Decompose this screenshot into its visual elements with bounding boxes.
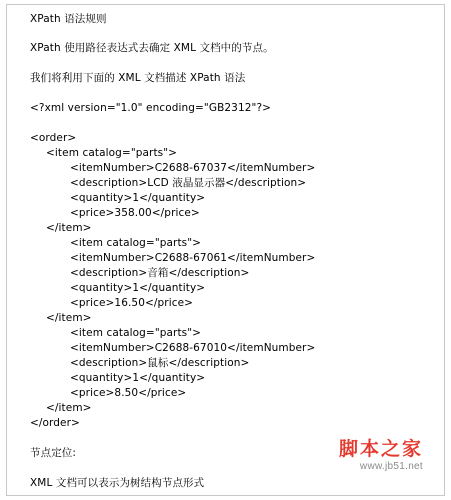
xml-declaration: <?xml version="1.0" encoding="GB2312"?>	[30, 102, 272, 114]
section-heading: 节点定位:	[30, 447, 77, 459]
code-line: <description>LCD 液晶显示器</description>	[70, 177, 307, 189]
watermark	[339, 438, 423, 473]
code-line: <item catalog="parts">	[46, 147, 178, 159]
code-line: <itemNumber>C2688-67061</itemNumber>	[70, 252, 316, 264]
code-line: <itemNumber>C2688-67037</itemNumber>	[70, 162, 316, 174]
code-line: <price>358.00</price>	[70, 207, 200, 219]
code-line: <item catalog="parts">	[70, 237, 202, 249]
paragraph: XPath 使用路径表达式去确定 XML 文档中的节点。	[30, 42, 274, 54]
code-line: <quantity>1</quantity>	[70, 372, 206, 384]
code-line: </item>	[46, 402, 92, 414]
code-line: <itemNumber>C2688-67010</itemNumber>	[70, 342, 316, 354]
code-line: </order>	[30, 417, 80, 429]
document-frame	[6, 4, 445, 496]
code-line: </item>	[46, 222, 92, 234]
watermark-title: 脚本之家	[338, 438, 423, 460]
code-line: <description>鼠标</description>	[70, 357, 250, 369]
watermark-url: www.jb51.net	[359, 461, 423, 472]
code-line: <price>8.50</price>	[70, 387, 187, 399]
code-line: <price>16.50</price>	[70, 297, 194, 309]
code-line: <order>	[30, 132, 77, 144]
doc-title: XPath 语法规则	[30, 13, 107, 25]
code-line: <description>音箱</description>	[70, 267, 250, 279]
code-line: <quantity>1</quantity>	[70, 192, 206, 204]
code-line: </item>	[46, 312, 92, 324]
paragraph: XML 文档可以表示为树结构节点形式	[30, 477, 205, 489]
code-line: <quantity>1</quantity>	[70, 282, 206, 294]
code-line: <item catalog="parts">	[70, 327, 202, 339]
paragraph: 我们将利用下面的 XML 文档描述 XPath 语法	[30, 72, 246, 84]
